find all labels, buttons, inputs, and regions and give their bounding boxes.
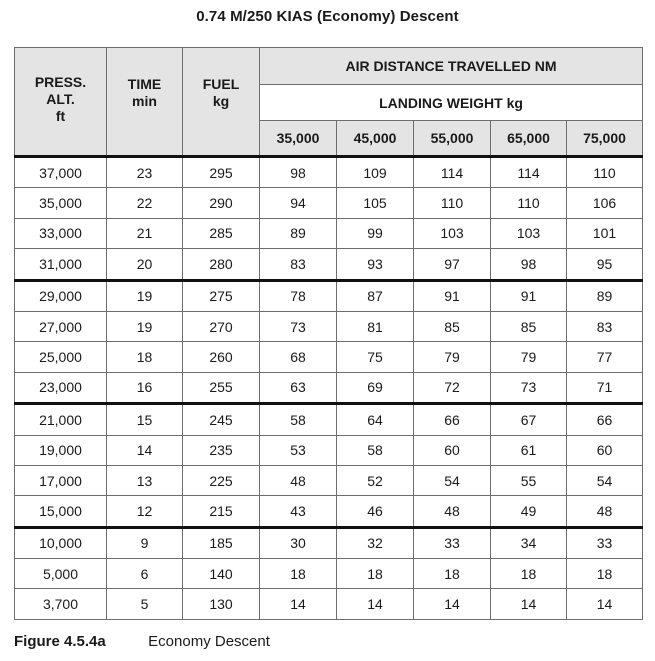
cell-air-distance: 101 — [567, 218, 643, 248]
cell-time: 20 — [107, 249, 183, 280]
cell-fuel: 280 — [183, 249, 260, 280]
cell-air-distance: 55 — [491, 465, 567, 495]
cell-fuel: 245 — [183, 404, 260, 435]
cell-fuel: 255 — [183, 372, 260, 403]
cell-air-distance: 69 — [337, 372, 414, 403]
cell-air-distance: 18 — [567, 559, 643, 589]
header-fuel — [183, 48, 260, 157]
cell-air-distance: 49 — [491, 496, 567, 527]
cell-time: 5 — [107, 589, 183, 619]
cell-air-distance: 58 — [260, 404, 337, 435]
cell-air-distance: 79 — [414, 342, 491, 372]
cell-air-distance: 105 — [337, 188, 414, 218]
figure-number: Figure 4.5.4a — [14, 633, 106, 650]
cell-fuel: 275 — [183, 280, 260, 311]
cell-time: 23 — [107, 157, 183, 188]
cell-pressure-altitude: 21,000 — [15, 404, 107, 435]
header-fuel-line1: FUEL — [202, 76, 240, 92]
table-row — [15, 404, 643, 435]
cell-air-distance: 64 — [337, 404, 414, 435]
cell-air-distance: 110 — [567, 157, 643, 188]
cell-air-distance: 103 — [414, 218, 491, 248]
header-time-line2: min — [132, 93, 157, 109]
cell-pressure-altitude: 29,000 — [15, 280, 107, 311]
cell-air-distance: 33 — [414, 527, 491, 558]
table-row — [15, 496, 643, 527]
cell-fuel: 235 — [183, 435, 260, 465]
cell-pressure-altitude: 31,000 — [15, 249, 107, 280]
cell-air-distance: 54 — [414, 465, 491, 495]
table-row — [15, 527, 643, 558]
cell-time: 22 — [107, 188, 183, 218]
figure-caption-text: Economy Descent — [148, 633, 270, 650]
table-row — [15, 188, 643, 218]
cell-air-distance: 68 — [260, 342, 337, 372]
cell-air-distance: 14 — [260, 589, 337, 619]
cell-time: 15 — [107, 404, 183, 435]
cell-air-distance: 60 — [414, 435, 491, 465]
cell-air-distance: 52 — [337, 465, 414, 495]
cell-air-distance: 114 — [414, 157, 491, 188]
cell-pressure-altitude: 37,000 — [15, 157, 107, 188]
cell-air-distance: 109 — [337, 157, 414, 188]
cell-air-distance: 103 — [491, 218, 567, 248]
cell-air-distance: 72 — [414, 372, 491, 403]
table-row — [15, 372, 643, 403]
cell-fuel: 130 — [183, 589, 260, 619]
cell-air-distance: 60 — [567, 435, 643, 465]
cell-air-distance: 71 — [567, 372, 643, 403]
header-weight-1: 35,000 — [260, 121, 337, 157]
header-press-alt-line1: PRESS. — [34, 74, 87, 90]
cell-fuel: 260 — [183, 342, 260, 372]
table-row — [15, 249, 643, 280]
figure-caption — [14, 633, 270, 650]
cell-air-distance: 95 — [567, 249, 643, 280]
cell-fuel: 270 — [183, 311, 260, 341]
cell-air-distance: 67 — [491, 404, 567, 435]
cell-pressure-altitude: 23,000 — [15, 372, 107, 403]
cell-air-distance: 48 — [260, 465, 337, 495]
cell-air-distance: 14 — [414, 589, 491, 619]
cell-air-distance: 54 — [567, 465, 643, 495]
cell-air-distance: 18 — [414, 559, 491, 589]
cell-air-distance: 32 — [337, 527, 414, 558]
cell-air-distance: 87 — [337, 280, 414, 311]
cell-air-distance: 18 — [260, 559, 337, 589]
cell-air-distance: 99 — [337, 218, 414, 248]
cell-time: 18 — [107, 342, 183, 372]
cell-pressure-altitude: 35,000 — [15, 188, 107, 218]
cell-air-distance: 43 — [260, 496, 337, 527]
cell-pressure-altitude: 10,000 — [15, 527, 107, 558]
cell-fuel: 285 — [183, 218, 260, 248]
cell-pressure-altitude: 3,700 — [15, 589, 107, 619]
cell-air-distance: 75 — [337, 342, 414, 372]
header-weight-3: 55,000 — [414, 121, 491, 157]
cell-air-distance: 53 — [260, 435, 337, 465]
cell-air-distance: 63 — [260, 372, 337, 403]
table-row — [15, 559, 643, 589]
descent-table — [14, 47, 643, 620]
cell-air-distance: 78 — [260, 280, 337, 311]
cell-air-distance: 85 — [491, 311, 567, 341]
table-row — [15, 342, 643, 372]
cell-air-distance: 30 — [260, 527, 337, 558]
cell-pressure-altitude: 33,000 — [15, 218, 107, 248]
cell-air-distance: 98 — [260, 157, 337, 188]
cell-air-distance: 93 — [337, 249, 414, 280]
cell-air-distance: 79 — [491, 342, 567, 372]
cell-pressure-altitude: 17,000 — [15, 465, 107, 495]
header-fuel-line2: kg — [212, 93, 230, 109]
cell-fuel: 295 — [183, 157, 260, 188]
cell-air-distance: 58 — [337, 435, 414, 465]
cell-time: 6 — [107, 559, 183, 589]
header-press-alt — [15, 48, 107, 157]
table-row — [15, 589, 643, 619]
header-time — [107, 48, 183, 157]
table-row — [15, 311, 643, 341]
cell-air-distance: 48 — [414, 496, 491, 527]
cell-air-distance: 46 — [337, 496, 414, 527]
header-press-alt-line2: ALT. — [46, 91, 75, 107]
cell-pressure-altitude: 15,000 — [15, 496, 107, 527]
table-row — [15, 280, 643, 311]
cell-pressure-altitude: 25,000 — [15, 342, 107, 372]
cell-air-distance: 98 — [491, 249, 567, 280]
cell-time: 19 — [107, 280, 183, 311]
cell-air-distance: 73 — [260, 311, 337, 341]
header-weight-2: 45,000 — [337, 121, 414, 157]
cell-air-distance: 110 — [414, 188, 491, 218]
cell-air-distance: 97 — [414, 249, 491, 280]
cell-pressure-altitude: 5,000 — [15, 559, 107, 589]
header-press-alt-line3: ft — [55, 108, 66, 124]
cell-air-distance: 48 — [567, 496, 643, 527]
cell-air-distance: 83 — [260, 249, 337, 280]
cell-time: 13 — [107, 465, 183, 495]
cell-fuel: 225 — [183, 465, 260, 495]
cell-air-distance: 114 — [491, 157, 567, 188]
cell-fuel: 215 — [183, 496, 260, 527]
cell-time: 9 — [107, 527, 183, 558]
cell-time: 19 — [107, 311, 183, 341]
cell-air-distance: 81 — [337, 311, 414, 341]
cell-fuel: 290 — [183, 188, 260, 218]
cell-air-distance: 18 — [337, 559, 414, 589]
cell-air-distance: 66 — [414, 404, 491, 435]
header-time-line1: TIME — [127, 76, 162, 92]
table-row — [15, 218, 643, 248]
cell-air-distance: 89 — [567, 280, 643, 311]
cell-time: 14 — [107, 435, 183, 465]
cell-air-distance: 14 — [567, 589, 643, 619]
header-weight-4: 65,000 — [491, 121, 567, 157]
cell-air-distance: 91 — [491, 280, 567, 311]
cell-pressure-altitude: 27,000 — [15, 311, 107, 341]
cell-air-distance: 73 — [491, 372, 567, 403]
cell-air-distance: 83 — [567, 311, 643, 341]
cell-air-distance: 66 — [567, 404, 643, 435]
cell-fuel: 140 — [183, 559, 260, 589]
cell-air-distance: 18 — [491, 559, 567, 589]
cell-fuel: 185 — [183, 527, 260, 558]
cell-air-distance: 14 — [491, 589, 567, 619]
cell-air-distance: 77 — [567, 342, 643, 372]
cell-time: 12 — [107, 496, 183, 527]
cell-pressure-altitude: 19,000 — [15, 435, 107, 465]
cell-air-distance: 91 — [414, 280, 491, 311]
table-title: 0.74 M/250 KIAS (Economy) Descent — [196, 8, 459, 25]
cell-time: 16 — [107, 372, 183, 403]
cell-air-distance: 34 — [491, 527, 567, 558]
table-body — [15, 157, 643, 620]
table-row — [15, 435, 643, 465]
cell-air-distance: 89 — [260, 218, 337, 248]
cell-air-distance: 14 — [337, 589, 414, 619]
cell-air-distance: 94 — [260, 188, 337, 218]
header-landing-weight: LANDING WEIGHT kg — [260, 85, 643, 121]
cell-air-distance: 61 — [491, 435, 567, 465]
cell-air-distance: 110 — [491, 188, 567, 218]
table-row — [15, 157, 643, 188]
cell-air-distance: 85 — [414, 311, 491, 341]
cell-air-distance: 33 — [567, 527, 643, 558]
header-air-distance: AIR DISTANCE TRAVELLED NM — [260, 48, 643, 85]
table-row — [15, 465, 643, 495]
cell-air-distance: 106 — [567, 188, 643, 218]
header-weight-5: 75,000 — [567, 121, 643, 157]
cell-time: 21 — [107, 218, 183, 248]
